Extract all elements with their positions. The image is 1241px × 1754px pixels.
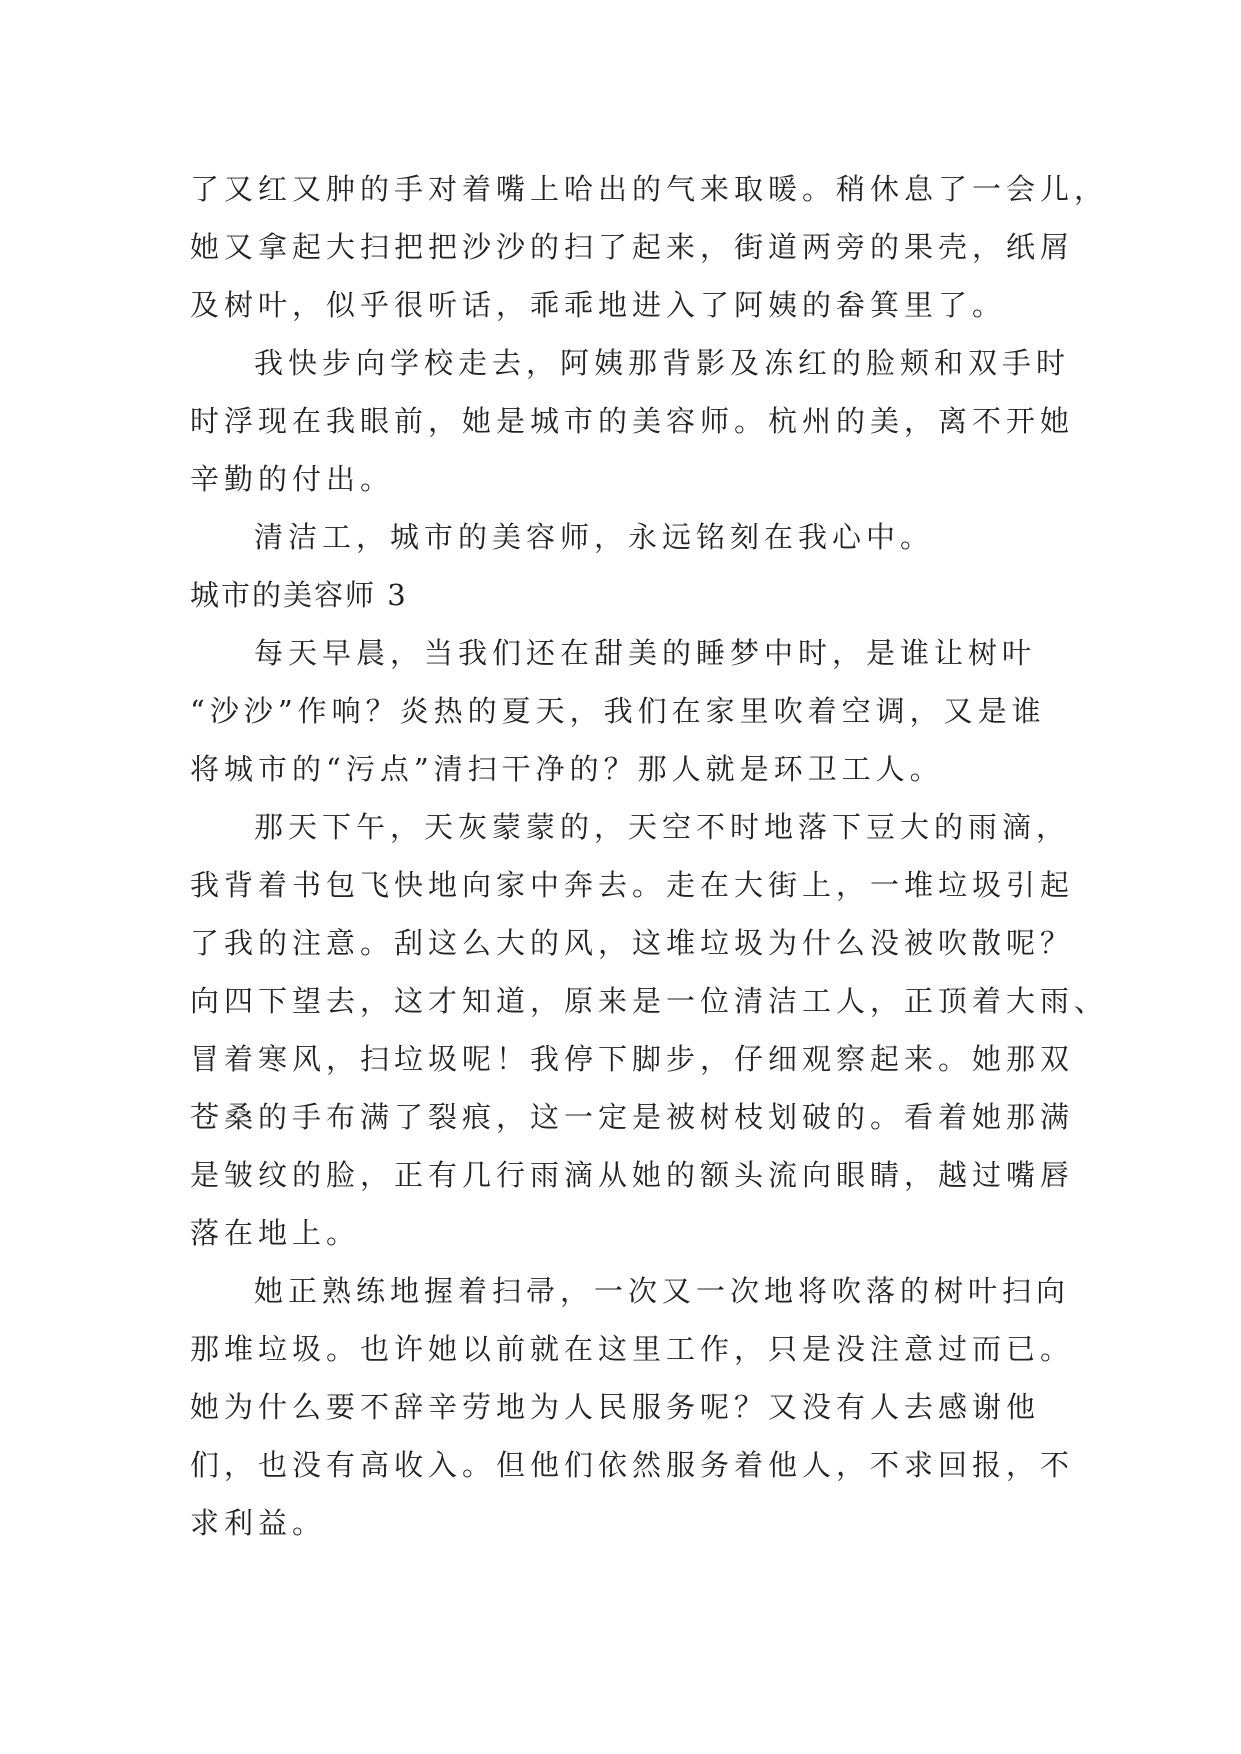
text-line: 求利益。 xyxy=(190,1506,327,1540)
text-line: 我背着书包飞快地向家中奔去。走在大街上，一堆垃圾引起 xyxy=(190,868,1075,902)
text-line: 清洁工，城市的美容师，永远铭刻在我心中。 xyxy=(254,520,935,554)
text-line: 那堆垃圾。也许她以前就在这里工作，只是没注意过而已。 xyxy=(190,1332,1075,1366)
text-line: 将城市的“污点”清扫干净的？那人就是环卫工人。 xyxy=(190,752,944,786)
text-line: 了又红又肿的手对着嘴上哈出的气来取暖。稍休息了一会儿， xyxy=(190,172,1109,206)
text-line: 及树叶，似乎很听话，乖乖地进入了阿姨的畚箕里了。 xyxy=(190,288,1007,322)
text-line: 她为什么要不辞辛劳地为人民服务呢？又没有人去感谢他 xyxy=(190,1390,1041,1424)
document-body xyxy=(190,160,1109,1552)
text-line: 每天早晨，当我们还在甜美的睡梦中时，是谁让树叶 xyxy=(254,636,1037,670)
text-line: 们，也没有高收入。但他们依然服务着他人，不求回报，不 xyxy=(190,1448,1075,1482)
text-line: “沙沙”作响？炎热的夏天，我们在家里吹着空调，又是谁 xyxy=(190,694,1046,728)
text-line: 她又拿起大扫把把沙沙的扫了起来，街道两旁的果壳，纸屑 xyxy=(190,230,1075,264)
text-line: 落在地上。 xyxy=(190,1216,361,1250)
section-heading: 城市的美容师 3 xyxy=(190,578,408,612)
text-line: 她正熟练地握着扫帚，一次又一次地将吹落的树叶扫向 xyxy=(254,1274,1071,1308)
text-line: 我快步向学校走去，阿姨那背影及冻红的脸颊和双手时 xyxy=(254,346,1071,380)
text-line: 冒着寒风，扫垃圾呢！我停下脚步，仔细观察起来。她那双 xyxy=(190,1042,1075,1076)
text-line: 时浮现在我眼前，她是城市的美容师。杭州的美，离不开她 xyxy=(190,404,1075,438)
text-line: 了我的注意。刮这么大的风，这堆垃圾为什么没被吹散呢？ xyxy=(190,926,1075,960)
text-line: 苍桑的手布满了裂痕，这一定是被树枝划破的。看着她那满 xyxy=(190,1100,1075,1134)
text-line: 辛勤的付出。 xyxy=(190,462,395,496)
text-line: 那天下午，天灰蒙蒙的，天空不时地落下豆大的雨滴， xyxy=(254,810,1071,844)
text-line: 向四下望去，这才知道，原来是一位清洁工人，正顶着大雨、 xyxy=(190,984,1109,1018)
text-line: 是皱纹的脸，正有几行雨滴从她的额头流向眼睛，越过嘴唇 xyxy=(190,1158,1075,1192)
